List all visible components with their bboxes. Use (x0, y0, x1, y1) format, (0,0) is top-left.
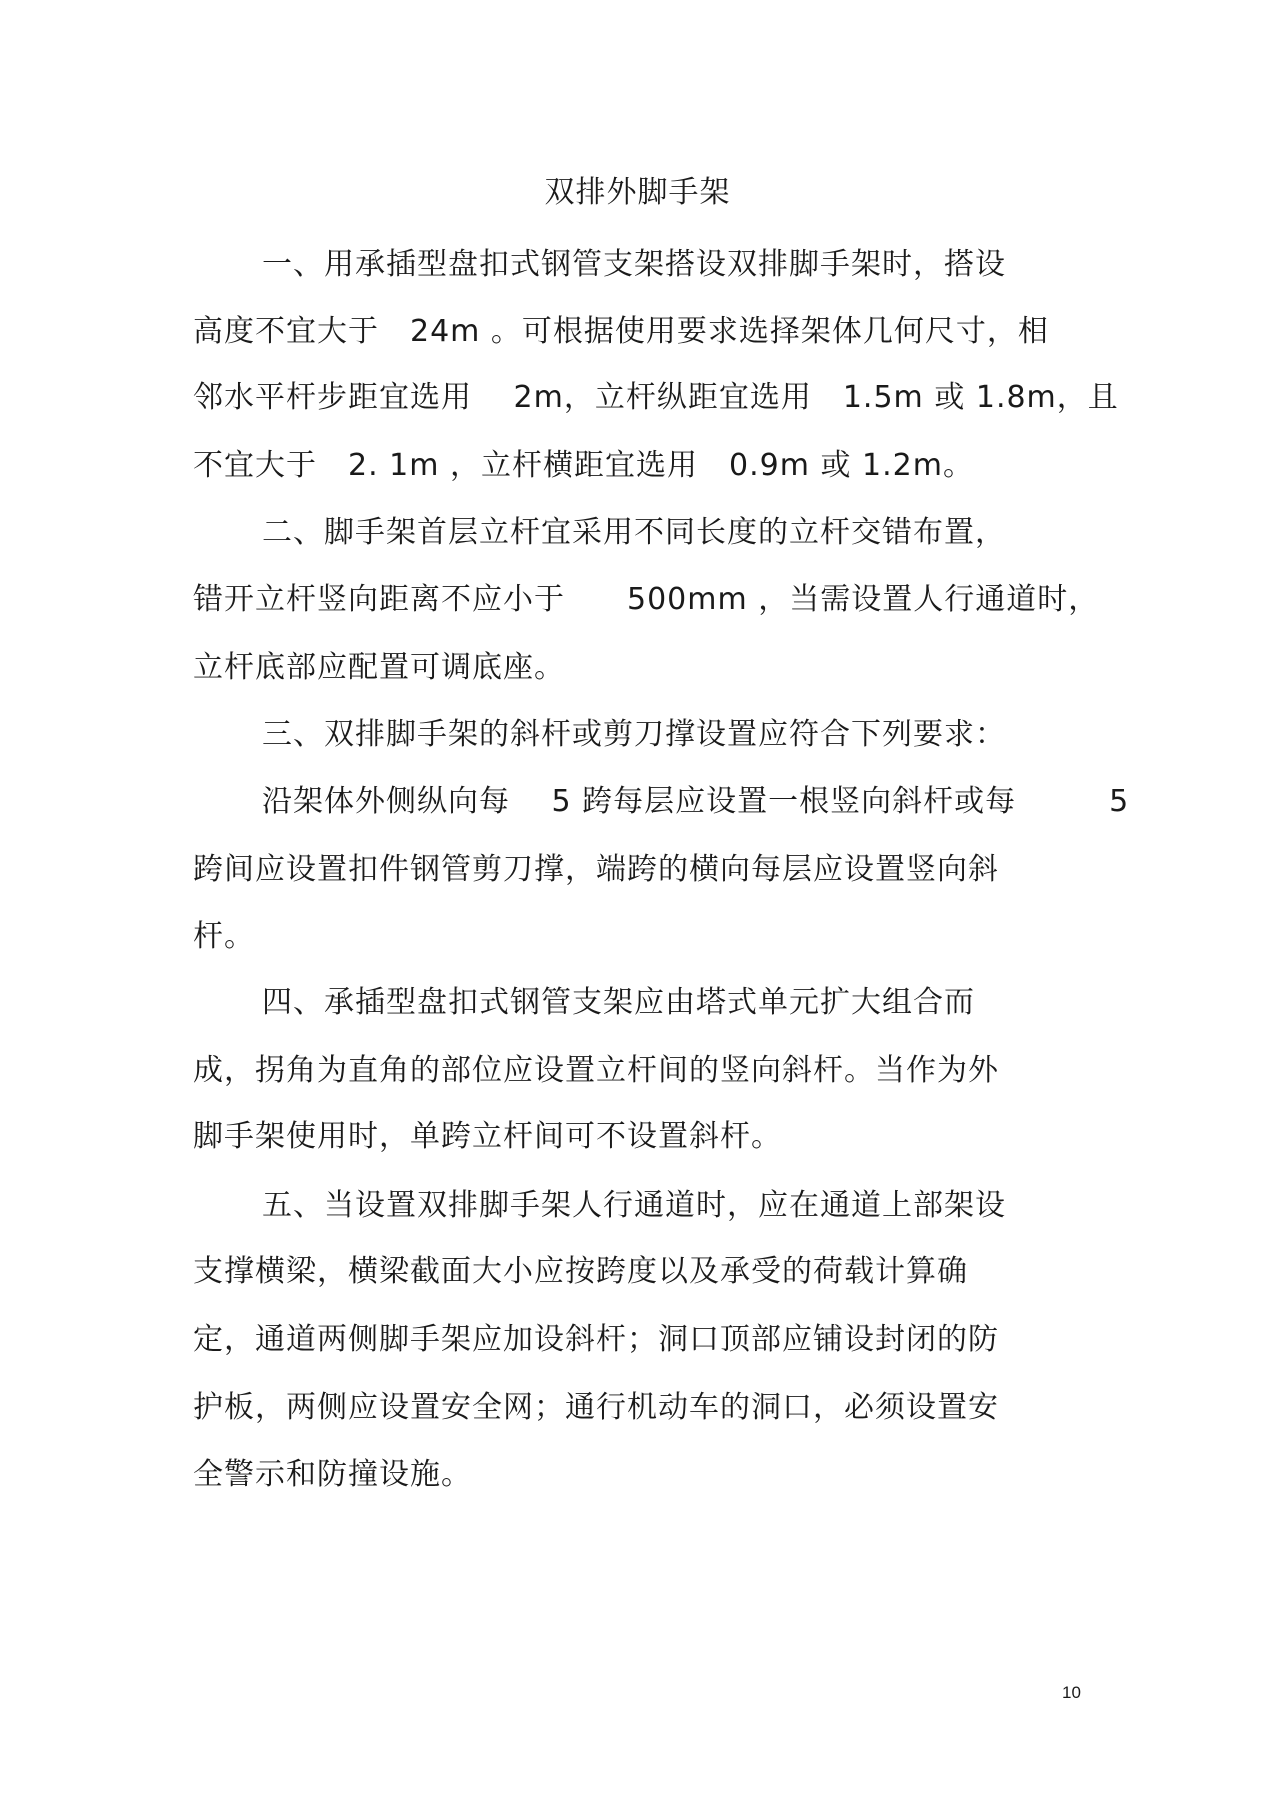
paragraph-2-line-1: 二、脚手架首层立杆宜采用不同长度的立杆交错布置， (262, 515, 1006, 550)
paragraph-4-line-3: 杆。 (193, 919, 255, 954)
paragraph-4-line-1: 沿架体外侧纵向每 5 跨每层应设置一根竖向斜杆或每 5 (262, 784, 1130, 819)
paragraph-6-line-4: 护板，两侧应设置安全网；通行机动车的洞口，必须设置安 (193, 1390, 999, 1425)
paragraph-1-line-4: 不宜大于 2. 1m ，立杆横距宜选用 0.9m 或 1.2m。 (193, 448, 974, 483)
paragraph-3-line-1: 三、双排脚手架的斜杆或剪刀撑设置应符合下列要求： (262, 717, 1006, 752)
paragraph-4-line-2: 跨间应设置扣件钢管剪刀撑，端跨的横向每层应设置竖向斜 (193, 852, 999, 887)
paragraph-5-line-3: 脚手架使用时，单跨立杆间可不设置斜杆。 (193, 1119, 782, 1154)
paragraph-5-line-1: 四、承插型盘扣式钢管支架应由塔式单元扩大组合而 (262, 985, 975, 1020)
paragraph-6-line-3: 定，通道两侧脚手架应加设斜杆；洞口顶部应铺设封闭的防 (193, 1322, 999, 1357)
paragraph-2-line-3: 立杆底部应配置可调底座。 (193, 650, 565, 685)
paragraph-6-line-5: 全警示和防撞设施。 (193, 1457, 472, 1492)
paragraph-5-line-2: 成，拐角为直角的部位应设置立杆间的竖向斜杆。当作为外 (193, 1053, 999, 1088)
paragraph-6-line-1: 五、当设置双排脚手架人行通道时，应在通道上部架设 (262, 1188, 1006, 1223)
paragraph-1-line-1: 一、用承插型盘扣式钢管支架搭设双排脚手架时，搭设 (262, 247, 1006, 282)
document-title: 双排外脚手架 (544, 175, 731, 210)
paragraph-2-line-2: 错开立杆竖向距离不应小于 500mm ，当需设置人行通道时， (193, 582, 1100, 617)
paragraph-1-line-3: 邻水平杆步距宜选用 2m，立杆纵距宜选用 1.5m 或 1.8m，且 (193, 380, 1119, 415)
page-number: 10 (1062, 1683, 1081, 1702)
paragraph-1-line-2: 高度不宜大于 24m 。可根据使用要求选择架体几何尺寸，相 (193, 314, 1049, 349)
paragraph-6-line-2: 支撑横梁，横梁截面大小应按跨度以及承受的荷载计算确 (193, 1254, 968, 1289)
